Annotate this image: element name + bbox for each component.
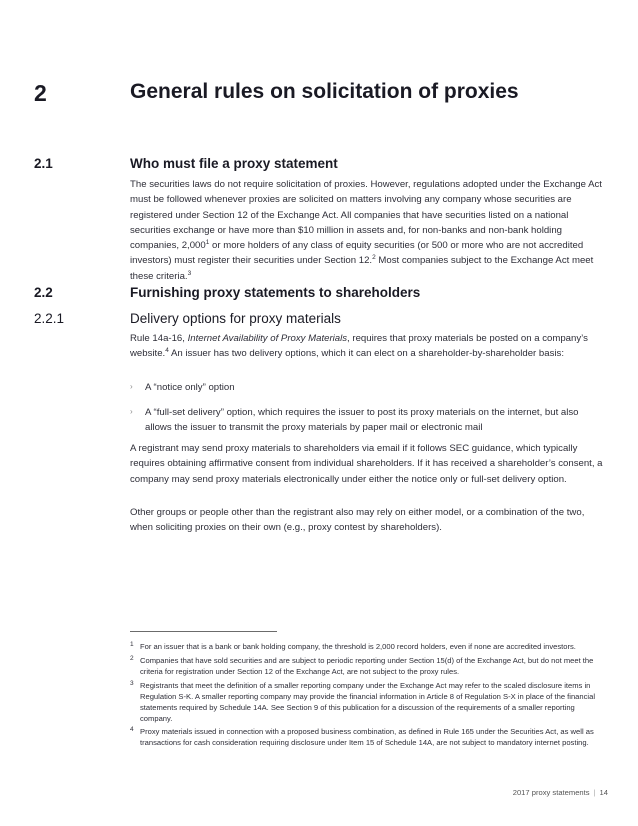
publication-name: 2017 proxy statements xyxy=(512,788,590,797)
footnote-2: Companies that have sold securities and are subject to periodic reporting under Section 15(d) of the Exchange Act, but do not meet the criteria for registration under Section 12 of the Exchange Act, are not subject to the proxy rules. xyxy=(140,656,594,676)
footer-separator: | xyxy=(593,788,596,797)
para-text: Most companies subject to the Exchange Act meet these criteria. xyxy=(130,255,594,282)
footnote-ref-2[interactable]: 2 xyxy=(372,254,376,262)
para-text: The securities laws do not require solicitation of proxies. However, regulations adopted under the Exchange Act must be followed whenever proxies are solicited on matters involving any company whose securities are registered under Section 12 of the Exchange Act. All companies that have securities listed on a national securities exchange or have more than $10 million in assets and, for non-banks and non-bank holding companies, 2,000 xyxy=(130,179,602,252)
paragraph-email-delivery: A registrant may send proxy materials to shareholders via email if it follows SEC guidance, which typically requires obtaining affirmative consent from individual shareholders. If it has received a shareholder’s consent, a company may send proxy materials electronically under either the notice only or full-set delivery option. xyxy=(130,443,603,485)
para-text: or more holders of any class of equity securities (or 500 or more who are not accredited investors) must register their securities under Section 12. xyxy=(130,240,584,267)
section-2-2-1-intro xyxy=(130,331,605,362)
chapter-title: General rules on solicitation of proxies xyxy=(130,80,519,103)
footnote-number-2: 2 xyxy=(130,655,134,662)
footnote-divider xyxy=(130,631,277,632)
bullet-notice-only: A “notice only” option xyxy=(145,382,235,393)
footnote-3: Registrants that meet the definition of a smaller reporting company under the Exchange Act may refer to the scaled disclosure items in Regulation S-K. A smaller reporting company may provide the financial information in Article 8 of Regulation S-X in place of the financial statements required by Schedule 14A. See Section 9 of this publication for a discussion of the requirements of a smaller reporting company. xyxy=(140,681,596,723)
bullet-marker: › xyxy=(130,407,133,416)
section-number-2-2-1: 2.2.1 xyxy=(34,311,65,326)
section-number-2-2: 2.2 xyxy=(34,285,53,300)
section-title-2-2-1: Delivery options for proxy materials xyxy=(130,311,341,326)
section-number-2-1: 2.1 xyxy=(34,156,53,171)
paragraph-other-groups: Other groups or people other than the registrant also may rely on either model, or a combination of the two, when soliciting proxies on their own (e.g., proxy contest by shareholders). xyxy=(130,507,585,534)
rule-title: Internet Availability of Proxy Materials xyxy=(187,333,348,344)
footnote-number-1: 1 xyxy=(130,641,134,648)
footnote-number-3: 3 xyxy=(130,680,134,687)
footnote-4: Proxy materials issued in connection with a proposed business combination, as defined in Rule 165 under the Securities Act, as well as transactions for cash consideration requiring disclosure under Item 15 of Schedule 14A, are not subject to mandatory internet posting. xyxy=(140,727,594,747)
section-title-2-2: Furnishing proxy statements to shareholders xyxy=(130,285,421,300)
chapter-number: 2 xyxy=(34,80,47,106)
page-footer xyxy=(513,788,608,797)
para-text: , requires that proxy materials be posted on a company’s website. xyxy=(130,333,588,360)
para-text: An issuer has two delivery options, which it can elect on a shareholder-by-shareholder basis: xyxy=(168,348,564,360)
footnote-ref-1[interactable]: 1 xyxy=(205,239,210,246)
footnote-ref-4[interactable]: 4 xyxy=(165,347,169,355)
footnote-number-4: 4 xyxy=(130,726,134,733)
footnote-ref-3[interactable]: 3 xyxy=(187,269,192,277)
section-title-2-1: Who must file a proxy statement xyxy=(130,156,338,171)
para-text: Rule 14a-16, xyxy=(130,333,188,344)
page-number: 14 xyxy=(599,788,608,797)
section-2-1-paragraph xyxy=(130,177,605,284)
footnote-1: For an issuer that is a bank or bank holding company, the threshold is 2,000 record holders, even if none are accredited investors. xyxy=(140,642,576,651)
bullet-full-set-delivery: A “full-set delivery” option, which requires the issuer to post its proxy materials on the internet, but also allows the issuer to transmit the proxy materials by paper mail or electronic mail xyxy=(145,407,579,434)
bullet-marker: › xyxy=(130,382,133,391)
